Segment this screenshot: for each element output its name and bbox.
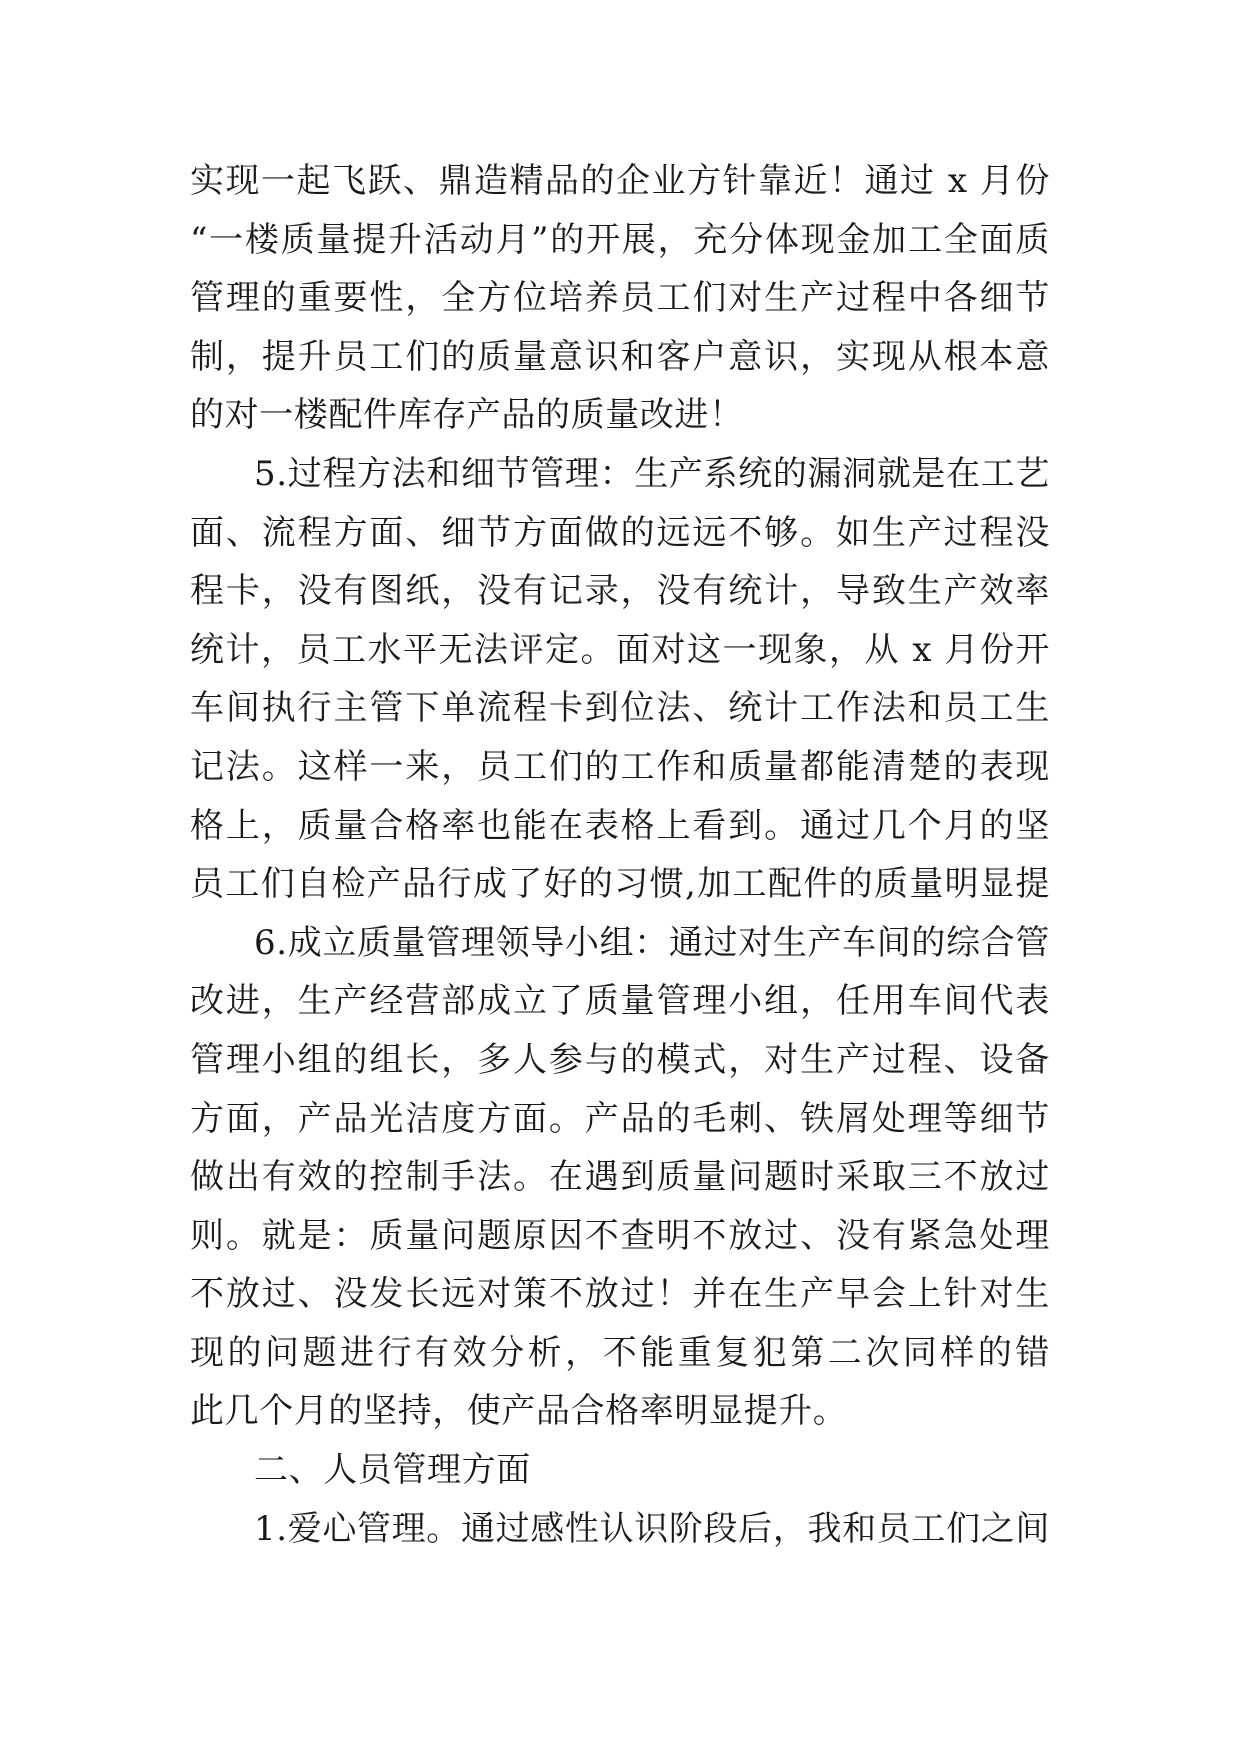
text-line: 管理小组的组长，多人参与的模式，对生产过程、设备 [190,1039,1050,1080]
text-line: 1.爱心管理。通过感性认识阶段后，我和员工们之间 [254,1508,1050,1549]
text-line: 不放过、没发长远对策不放过！并在生产早会上针对生 [190,1274,1050,1315]
text-line: 5.过程方法和细节管理：生产系统的漏洞就是在工艺 [254,453,1050,494]
text-line: 则。就是：质量问题原因不查明不放过、没有紧急处理 [190,1215,1050,1256]
text-line: 此几个月的坚持，使产品合格率明显提升。 [190,1391,848,1432]
text-line: 管理的重要性，全方位培养员工们对生产过程中各细节 [190,278,1050,319]
section-heading: 二、人员管理方面 [254,1450,531,1491]
text-line: 改进，生产经营部成立了质量管理小组，任用车间代表 [190,981,1050,1022]
text-line: 6.成立质量管理领导小组：通过对生产车间的综合管 [254,922,1050,963]
text-line: 格上，质量合格率也能在表格上看到。通过几个月的坚 [190,805,1050,846]
text-line: 面、流程方面、细节方面做的远远不够。如生产过程没 [190,512,1050,553]
text-line: 记法。这样一来，员工们的工作和质量都能清楚的表现 [190,746,1050,787]
text-line: 统计，员工水平无法评定。面对这一现象，从 x 月份开 [190,629,1050,670]
text-line: 制，提升员工们的质量意识和客户意识，实现从根本意 [190,336,1050,377]
text-line: 的对一楼配件库存产品的质量改进！ [190,395,744,436]
text-line: 做出有效的控制手法。在遇到质量问题时采取三不放过 [190,1157,1050,1198]
body-text [190,152,1050,1558]
text-line: 实现一起飞跃、鼎造精品的企业方针靠近！通过 x 月份 [190,161,1050,201]
text-line: 程卡，没有图纸，没有记录，没有统计，导致生产效率 [190,571,1050,612]
text-line: 方面，产品光洁度方面。产品的毛刺、铁屑处理等细节 [190,1098,1050,1139]
text-line: 现的问题进行有效分析，不能重复犯第二次同样的错 [190,1332,1050,1373]
text-line: “一楼质量提升活动月”的开展，充分体现金加工全面质 [190,219,1050,260]
text-line: 车间执行主管下单流程卡到位法、统计工作法和员工生 [190,688,1050,729]
text-line: 员工们自检产品行成了好的习惯,加工配件的质量明显提 [190,864,1050,905]
